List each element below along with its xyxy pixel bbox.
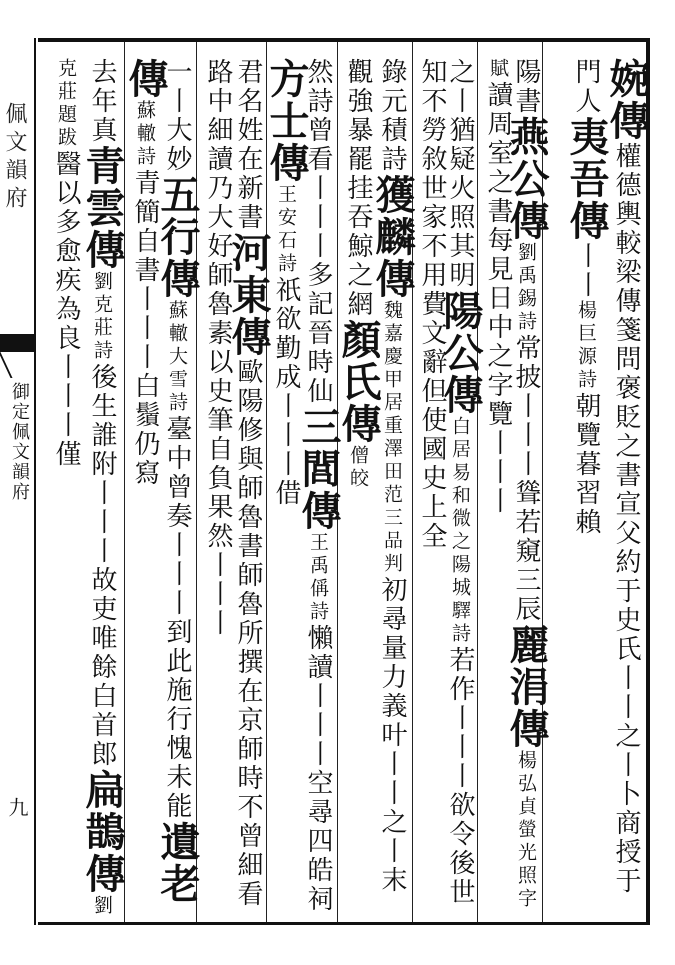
- body-text: 丨丨: [571, 242, 601, 300]
- text-column-4: [335, 58, 416, 918]
- body-text: 若作丨丨丨欲令後世知不勞敘世家不用費文辭但使國史上全: [417, 58, 475, 907]
- body-text: 然詩曾看丨丨丨多記晉時仙: [303, 58, 333, 406]
- entry-heading: 夷吾傳: [563, 116, 610, 242]
- text-column-7: [122, 58, 201, 918]
- text-column-8: [50, 58, 126, 918]
- entry-heading: 青雲傳: [79, 145, 126, 271]
- body-text: 醫以多愈疾為良丨丨丨僅: [51, 150, 81, 469]
- citation-note: 楊弘貞螢光照字賦: [487, 58, 537, 911]
- body-text: 朝覽暮習賴: [571, 392, 601, 537]
- body-text: 後生誰附丨丨丨故吏唯餘白首郎: [87, 363, 117, 769]
- citation-note: 王禹偁詩: [307, 532, 329, 624]
- citation-note: 劉克莊詩: [91, 271, 113, 363]
- entry-heading: 遺老傳: [122, 58, 201, 905]
- body-text: 陽書: [511, 58, 541, 116]
- citation-note: 蘇轍大雪詩: [166, 300, 188, 415]
- body-text: 歐陽修與師魯書師魯所撰在京師時不曾細看路中細讀乃大好師魯素以史筆自負果然丨丨丨: [203, 58, 263, 909]
- text-column-6: [203, 58, 272, 918]
- body-text: 青簡自書丨丨丨白鬚仍寫: [130, 169, 160, 488]
- entry-heading: 顏氏傳: [335, 319, 382, 445]
- margin-book-title: 御定佩文韻府: [9, 382, 30, 502]
- citation-note: 楊巨源詩: [575, 300, 597, 392]
- body-text: 君名姓在新書: [233, 58, 263, 232]
- body-text: 錄元積詩: [377, 58, 407, 174]
- entry-heading: 獲麟傳: [369, 174, 416, 300]
- citation-note: 魏嘉慶甲居重澤田范三品判: [381, 300, 403, 576]
- body-text: 讀周室之書每見日中之字覽丨丨丨: [483, 81, 513, 516]
- body-text: 初尋量力義叶丨丨之丨末觀強暴罷挂吞鯨之網: [343, 58, 407, 895]
- citation-note: 蘇轍詩: [134, 100, 156, 169]
- entry-heading: 三閭傳: [295, 406, 342, 532]
- entry-heading: 方士傳: [263, 58, 310, 184]
- body-text: 一丨大妙: [162, 58, 192, 174]
- entry-heading: 麗涓傳: [503, 624, 550, 750]
- entry-heading: 陽公傳: [437, 290, 484, 416]
- margin-page-number: 九: [5, 797, 29, 817]
- body-text: 常披丨丨丨聳若窺三辰: [511, 334, 541, 624]
- text-column-2: [483, 58, 550, 918]
- fishtail-diagonal-icon: [0, 350, 47, 378]
- margin-top-text: 佩文韻府: [2, 102, 27, 214]
- entry-heading: 五行傳: [154, 174, 201, 300]
- body-text: 之丨猶疑火照其明: [445, 58, 475, 290]
- entry-heading: 燕公傳: [503, 116, 550, 242]
- text-column-1: [560, 58, 650, 918]
- citation-note: 白居易和微之陽城驛詩: [449, 416, 471, 646]
- citation-note: 王安石詩: [275, 184, 297, 276]
- body-text: 去年真: [87, 58, 117, 145]
- body-text: 懶讀丨丨丨空尋四皓祠: [303, 624, 333, 914]
- column-divider: [477, 42, 478, 922]
- entry-heading: 河東傳: [225, 232, 272, 358]
- frame-right-border: [646, 38, 650, 925]
- frame-bottom-border: [38, 922, 650, 925]
- text-column-3: [417, 58, 484, 918]
- entry-heading: 婉傳: [603, 58, 650, 142]
- citation-note: 劉禹錫詩: [515, 242, 537, 334]
- frame-top-border: [38, 38, 650, 42]
- body-text: 權德輿較梁傳箋問褒貶之書宣父約于史氏丨丨之丨卜商授于門人: [571, 58, 641, 896]
- entry-heading: 扁鵲傳: [79, 769, 126, 895]
- text-column-5: [263, 58, 342, 918]
- body-text: 臺中曾奏丨丨丨到此施行愧未能: [162, 415, 192, 821]
- citation-note: 劉克莊題跋: [55, 58, 113, 918]
- body-text: 祇欲勤成丨丨丨借: [271, 276, 301, 508]
- citation-note: 僧皎: [347, 445, 369, 491]
- page-margin-strip: [0, 42, 36, 922]
